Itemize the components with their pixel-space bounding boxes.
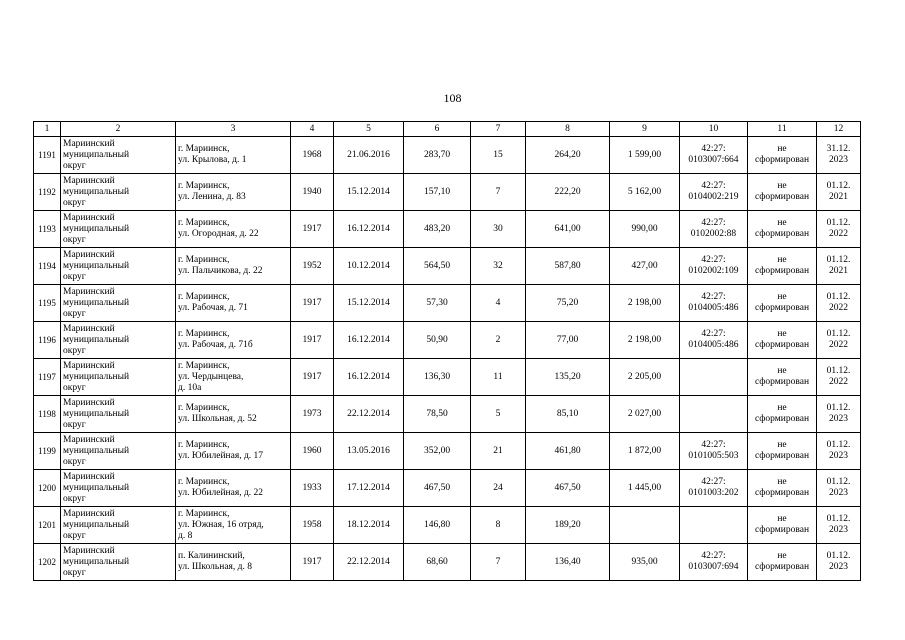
deadline-cell: 01.12. 2023 <box>817 396 861 433</box>
address-cell: п. Калининский, ул. Школьная, д. 8 <box>176 544 291 581</box>
row-number-cell: 1201 <box>34 507 61 544</box>
cadastral-number-cell: 42:27: 0103007:664 <box>680 137 748 174</box>
address-cell: г. Мариинск, ул. Ленина, д. 83 <box>176 174 291 211</box>
row-number-cell: 1197 <box>34 359 61 396</box>
table-row <box>34 359 861 396</box>
residents-count-cell: 24 <box>471 470 526 507</box>
page-number: 108 <box>443 91 462 105</box>
status-cell: не сформирован <box>748 544 817 581</box>
address-cell: г. Мариинск, ул. Южная, 16 отряд, д. 8 <box>176 507 291 544</box>
year-cell: 1960 <box>291 433 334 470</box>
area-cell: 57,30 <box>404 285 471 322</box>
year-cell: 1952 <box>291 248 334 285</box>
status-cell: не сформирован <box>748 396 817 433</box>
row-number-cell: 1195 <box>34 285 61 322</box>
date-cell: 17.12.2014 <box>334 470 404 507</box>
status-cell: не сформирован <box>748 248 817 285</box>
date-cell: 16.12.2014 <box>334 359 404 396</box>
cost-cell <box>610 507 680 544</box>
column-number-row <box>34 122 861 137</box>
date-cell: 22.12.2014 <box>334 544 404 581</box>
area-cell: 352,00 <box>404 433 471 470</box>
district-cell: Мариинский муниципальный округ <box>61 507 176 544</box>
residents-count-cell: 30 <box>471 211 526 248</box>
date-cell: 21.06.2016 <box>334 137 404 174</box>
column-header: 8 <box>526 122 610 137</box>
status-cell: не сформирован <box>748 359 817 396</box>
year-cell: 1933 <box>291 470 334 507</box>
area-cell: 136,30 <box>404 359 471 396</box>
address-cell: г. Мариинск, ул. Огородная, д. 22 <box>176 211 291 248</box>
date-cell: 15.12.2014 <box>334 174 404 211</box>
area-cell: 467,50 <box>404 470 471 507</box>
table-body <box>34 137 861 581</box>
district-cell: Мариинский муниципальный округ <box>61 470 176 507</box>
table-row <box>34 433 861 470</box>
status-cell: не сформирован <box>748 137 817 174</box>
cadastral-number-cell: 42:27: 0102002:109 <box>680 248 748 285</box>
table-header <box>34 122 861 137</box>
area-total-cell: 641,00 <box>526 211 610 248</box>
cost-cell: 5 162,00 <box>610 174 680 211</box>
area-total-cell: 75,20 <box>526 285 610 322</box>
deadline-cell: 01.12. 2022 <box>817 359 861 396</box>
row-number-cell: 1193 <box>34 211 61 248</box>
date-cell: 13.05.2016 <box>334 433 404 470</box>
area-cell: 78,50 <box>404 396 471 433</box>
year-cell: 1917 <box>291 359 334 396</box>
district-cell: Мариинский муниципальный округ <box>61 285 176 322</box>
year-cell: 1917 <box>291 285 334 322</box>
column-header: 9 <box>610 122 680 137</box>
area-total-cell: 85,10 <box>526 396 610 433</box>
table-row <box>34 248 861 285</box>
date-cell: 10.12.2014 <box>334 248 404 285</box>
column-header: 7 <box>471 122 526 137</box>
area-cell: 68,60 <box>404 544 471 581</box>
table-row <box>34 285 861 322</box>
table-row <box>34 137 861 174</box>
address-cell: г. Мариинск, ул. Юбилейная, д. 22 <box>176 470 291 507</box>
column-header: 10 <box>680 122 748 137</box>
column-header: 3 <box>176 122 291 137</box>
district-cell: Мариинский муниципальный округ <box>61 248 176 285</box>
column-header: 1 <box>34 122 61 137</box>
area-cell: 157,10 <box>404 174 471 211</box>
deadline-cell: 01.12. 2023 <box>817 470 861 507</box>
residents-count-cell: 2 <box>471 322 526 359</box>
row-number-cell: 1202 <box>34 544 61 581</box>
deadline-cell: 01.12. 2021 <box>817 248 861 285</box>
cadastral-number-cell: 42:27: 0101003:202 <box>680 470 748 507</box>
table-row <box>34 507 861 544</box>
column-header: 4 <box>291 122 334 137</box>
area-total-cell: 264,20 <box>526 137 610 174</box>
cost-cell: 990,00 <box>610 211 680 248</box>
deadline-cell: 31.12. 2023 <box>817 137 861 174</box>
status-cell: не сформирован <box>748 174 817 211</box>
address-cell: г. Мариинск, ул. Школьная, д. 52 <box>176 396 291 433</box>
residents-count-cell: 5 <box>471 396 526 433</box>
address-cell: г. Мариинск, ул. Юбилейная, д. 17 <box>176 433 291 470</box>
district-cell: Мариинский муниципальный округ <box>61 211 176 248</box>
status-cell: не сформирован <box>748 433 817 470</box>
date-cell: 16.12.2014 <box>334 322 404 359</box>
table-row <box>34 396 861 433</box>
year-cell: 1973 <box>291 396 334 433</box>
residents-count-cell: 11 <box>471 359 526 396</box>
cost-cell: 1 872,00 <box>610 433 680 470</box>
address-cell: г. Мариинск, ул. Пальчикова, д. 22 <box>176 248 291 285</box>
row-number-cell: 1196 <box>34 322 61 359</box>
row-number-cell: 1198 <box>34 396 61 433</box>
deadline-cell: 01.12. 2023 <box>817 507 861 544</box>
cost-cell: 2 027,00 <box>610 396 680 433</box>
row-number-cell: 1192 <box>34 174 61 211</box>
residents-count-cell: 4 <box>471 285 526 322</box>
cadastral-number-cell: 42:27: 0102002:88 <box>680 211 748 248</box>
district-cell: Мариинский муниципальный округ <box>61 396 176 433</box>
deadline-cell: 01.12. 2022 <box>817 322 861 359</box>
date-cell: 22.12.2014 <box>334 396 404 433</box>
status-cell: не сформирован <box>748 211 817 248</box>
date-cell: 15.12.2014 <box>334 285 404 322</box>
row-number-cell: 1194 <box>34 248 61 285</box>
row-number-cell: 1199 <box>34 433 61 470</box>
column-header: 11 <box>748 122 817 137</box>
table-row <box>34 211 861 248</box>
table-row <box>34 174 861 211</box>
address-cell: г. Мариинск, ул. Крылова, д. 1 <box>176 137 291 174</box>
area-total-cell: 77,00 <box>526 322 610 359</box>
area-total-cell: 189,20 <box>526 507 610 544</box>
cadastral-number-cell <box>680 359 748 396</box>
residents-count-cell: 15 <box>471 137 526 174</box>
cost-cell: 427,00 <box>610 248 680 285</box>
address-cell: г. Мариинск, ул. Чердынцева, д. 10а <box>176 359 291 396</box>
cadastral-number-cell: 42:27: 0101005:503 <box>680 433 748 470</box>
table-row <box>34 470 861 507</box>
table-row <box>34 322 861 359</box>
table-row <box>34 544 861 581</box>
date-cell: 18.12.2014 <box>334 507 404 544</box>
district-cell: Мариинский муниципальный округ <box>61 322 176 359</box>
address-cell: г. Мариинск, ул. Рабочая, д. 71б <box>176 322 291 359</box>
cadastral-number-cell: 42:27: 0103007:694 <box>680 544 748 581</box>
year-cell: 1940 <box>291 174 334 211</box>
cost-cell: 1 599,00 <box>610 137 680 174</box>
residents-count-cell: 32 <box>471 248 526 285</box>
year-cell: 1917 <box>291 211 334 248</box>
cadastral-number-cell <box>680 396 748 433</box>
deadline-cell: 01.12. 2022 <box>817 285 861 322</box>
row-number-cell: 1200 <box>34 470 61 507</box>
year-cell: 1917 <box>291 322 334 359</box>
year-cell: 1917 <box>291 544 334 581</box>
area-cell: 283,70 <box>404 137 471 174</box>
residents-count-cell: 7 <box>471 544 526 581</box>
area-total-cell: 461,80 <box>526 433 610 470</box>
cost-cell: 2 198,00 <box>610 285 680 322</box>
status-cell: не сформирован <box>748 470 817 507</box>
year-cell: 1968 <box>291 137 334 174</box>
column-header: 12 <box>817 122 861 137</box>
column-header: 5 <box>334 122 404 137</box>
year-cell: 1958 <box>291 507 334 544</box>
status-cell: не сформирован <box>748 285 817 322</box>
cost-cell: 935,00 <box>610 544 680 581</box>
cadastral-number-cell: 42:27: 0104005:486 <box>680 285 748 322</box>
area-total-cell: 467,50 <box>526 470 610 507</box>
deadline-cell: 01.12. 2023 <box>817 544 861 581</box>
cost-cell: 2 205,00 <box>610 359 680 396</box>
area-total-cell: 587,80 <box>526 248 610 285</box>
deadline-cell: 01.12. 2021 <box>817 174 861 211</box>
residents-count-cell: 7 <box>471 174 526 211</box>
area-total-cell: 136,40 <box>526 544 610 581</box>
cost-cell: 2 198,00 <box>610 322 680 359</box>
area-cell: 483,20 <box>404 211 471 248</box>
area-cell: 564,50 <box>404 248 471 285</box>
column-header: 6 <box>404 122 471 137</box>
district-cell: Мариинский муниципальный округ <box>61 137 176 174</box>
column-header: 2 <box>61 122 176 137</box>
address-cell: г. Мариинск, ул. Рабочая, д. 71 <box>176 285 291 322</box>
residents-count-cell: 21 <box>471 433 526 470</box>
status-cell: не сформирован <box>748 507 817 544</box>
cadastral-number-cell: 42:27: 0104005:486 <box>680 322 748 359</box>
district-cell: Мариинский муниципальный округ <box>61 433 176 470</box>
row-number-cell: 1191 <box>34 137 61 174</box>
status-cell: не сформирован <box>748 322 817 359</box>
area-total-cell: 135,20 <box>526 359 610 396</box>
cadastral-number-cell <box>680 507 748 544</box>
date-cell: 16.12.2014 <box>334 211 404 248</box>
cadastral-number-cell: 42:27: 0104002:219 <box>680 174 748 211</box>
district-cell: Мариинский муниципальный округ <box>61 544 176 581</box>
deadline-cell: 01.12. 2022 <box>817 211 861 248</box>
deadline-cell: 01.12. 2023 <box>817 433 861 470</box>
cost-cell: 1 445,00 <box>610 470 680 507</box>
residents-count-cell: 8 <box>471 507 526 544</box>
housing-registry-table <box>33 121 861 581</box>
district-cell: Мариинский муниципальный округ <box>61 174 176 211</box>
area-total-cell: 222,20 <box>526 174 610 211</box>
area-cell: 146,80 <box>404 507 471 544</box>
area-cell: 50,90 <box>404 322 471 359</box>
district-cell: Мариинский муниципальный округ <box>61 359 176 396</box>
